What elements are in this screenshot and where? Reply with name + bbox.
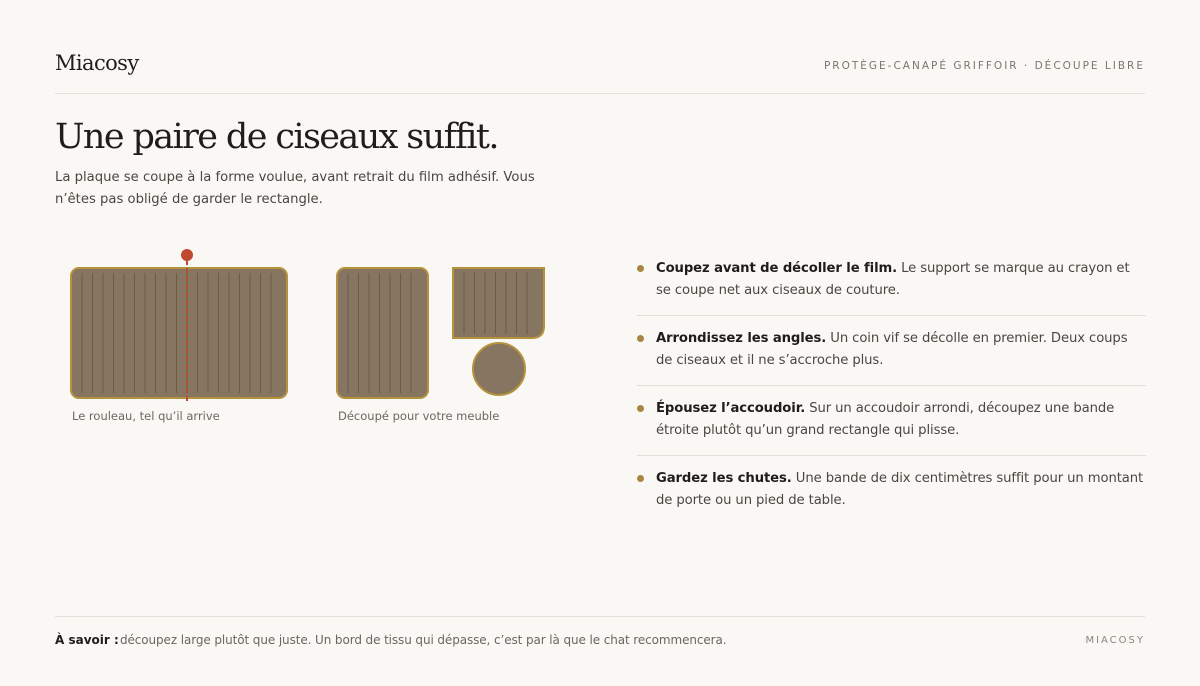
- cut-caption: Découpé pour votre meuble: [338, 409, 500, 423]
- page-footer: [55, 616, 1145, 665]
- tip-item: [637, 386, 1146, 456]
- header-tagline: PROTÈGE-CANAPÉ GRIFFOIR · DÉCOUPE LIBRE: [823, 60, 1145, 72]
- footer-brand: MIACOSY: [1085, 635, 1145, 646]
- tip-heading: Coupez avant de décoller le film.: [656, 261, 898, 276]
- cut-piece-armrest: [453, 268, 544, 338]
- tip-item: [637, 456, 1146, 526]
- footer-note: découpez large plutôt que juste. Un bord de tissu qui dépasse, c’est par là que le chat recommencera.: [120, 633, 727, 647]
- tips-list: [637, 246, 1146, 526]
- cut-piece-tall: [337, 268, 428, 398]
- roll-caption: Le rouleau, tel qu’il arrive: [72, 409, 220, 423]
- tip-text: [656, 328, 1146, 372]
- tip-item: [637, 246, 1146, 316]
- page-header: [55, 45, 1145, 94]
- page-title: Une paire de ciseaux suffit.: [55, 117, 498, 157]
- cut-piece-tall-shape: [337, 268, 428, 398]
- tip-heading: Arrondissez les angles.: [656, 331, 827, 346]
- tip-text: [656, 398, 1146, 442]
- brand-logo: Miacosy: [55, 51, 139, 75]
- tip-body: Un coin vif se décolle en premier. Deux coups de ciseaux et il ne s’accroche plus.: [656, 331, 1128, 368]
- cutting-illustration: [60, 240, 560, 410]
- intro-paragraph: La plaque se coupe à la forme voulue, avant retrait du film adhésif. Vous n’êtes pas obligé de garder le rectangle.: [55, 170, 535, 207]
- cut-piece-armrest-shape: [453, 268, 544, 338]
- tip-item: [637, 316, 1146, 386]
- bullet-dot-icon: [637, 335, 644, 342]
- tip-heading: Épousez l’accoudoir.: [656, 401, 806, 416]
- bullet-dot-icon: [637, 265, 644, 272]
- tip-body: Une bande de dix centimètres suffit pour un montant de porte ou un pied de table.: [656, 471, 1144, 508]
- tip-heading: Gardez les chutes.: [656, 471, 792, 486]
- cut-point: [181, 249, 193, 261]
- cut-piece-round: [473, 343, 525, 395]
- roll-panel: [71, 268, 287, 398]
- tip-body: Sur un accoudoir arrondi, découpez une bande étroite plutôt qu’un grand rectangle qui plisse.: [656, 401, 1115, 438]
- footer-label: À savoir :: [55, 633, 119, 647]
- tip-text: [656, 258, 1146, 302]
- tip-text: [656, 468, 1146, 512]
- bullet-dot-icon: [637, 475, 644, 482]
- tip-body: Le support se marque au crayon et se coupe net aux ciseaux de couture.: [656, 261, 1130, 298]
- bullet-dot-icon: [637, 405, 644, 412]
